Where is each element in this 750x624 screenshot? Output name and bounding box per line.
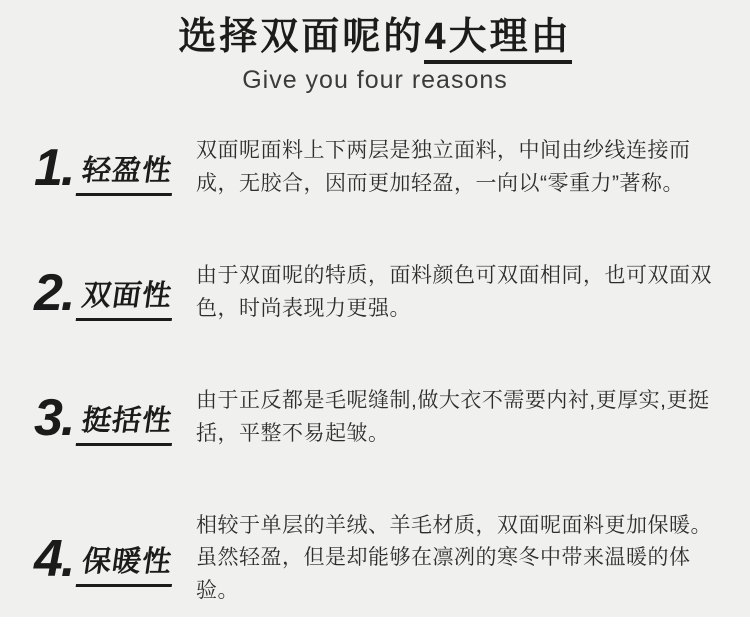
reason-head-3 bbox=[34, 390, 196, 446]
title-prefix: 选择双面呢的 bbox=[178, 16, 425, 58]
reason-desc-1: 双面呢面料上下两层是独立面料，中间由纱线连接而成，无胶合，因而更加轻盈，一向以“零重力”著称。 bbox=[196, 138, 691, 195]
title-highlight: 4大理由 bbox=[424, 16, 571, 64]
reason-number-3: 3. bbox=[34, 388, 74, 447]
reason-number-1: 1. bbox=[34, 138, 74, 197]
reason-head-1 bbox=[34, 140, 196, 196]
reason-item-4 bbox=[34, 510, 720, 609]
reason-desc-2: 由于双面呢的特质，面料颜色可双面相同，也可双面双色，时尚表现力更强。 bbox=[196, 263, 712, 320]
reason-label-1: 轻盈性 bbox=[76, 148, 179, 196]
banner-header bbox=[0, 0, 750, 95]
reason-item-2 bbox=[34, 260, 720, 326]
reason-number-4: 4. bbox=[34, 529, 74, 588]
bottom-divider bbox=[0, 617, 750, 624]
reason-label-3: 挺括性 bbox=[76, 398, 179, 446]
reason-head-4 bbox=[34, 531, 196, 587]
reason-desc-4: 相较于单层的羊绒、羊毛材质，双面呢面料更加保暖。虽然轻盈，但是却能够在凛冽的寒冬中带来温暖的体验。 bbox=[196, 513, 712, 603]
reason-label-4: 保暖性 bbox=[76, 539, 179, 587]
reasons-list bbox=[0, 135, 750, 609]
reason-desc-3: 由于正反都是毛呢缝制,做大衣不需要内衬,更厚实,更挺括，平整不易起皱。 bbox=[196, 388, 710, 445]
reason-number-2: 2. bbox=[34, 263, 74, 322]
reason-label-2: 双面性 bbox=[76, 273, 179, 321]
reason-item-3 bbox=[34, 385, 720, 451]
page-title bbox=[0, 16, 750, 60]
reason-item-1 bbox=[34, 135, 720, 201]
reason-head-2 bbox=[34, 265, 196, 321]
page-subtitle: Give you four reasons bbox=[242, 65, 508, 94]
